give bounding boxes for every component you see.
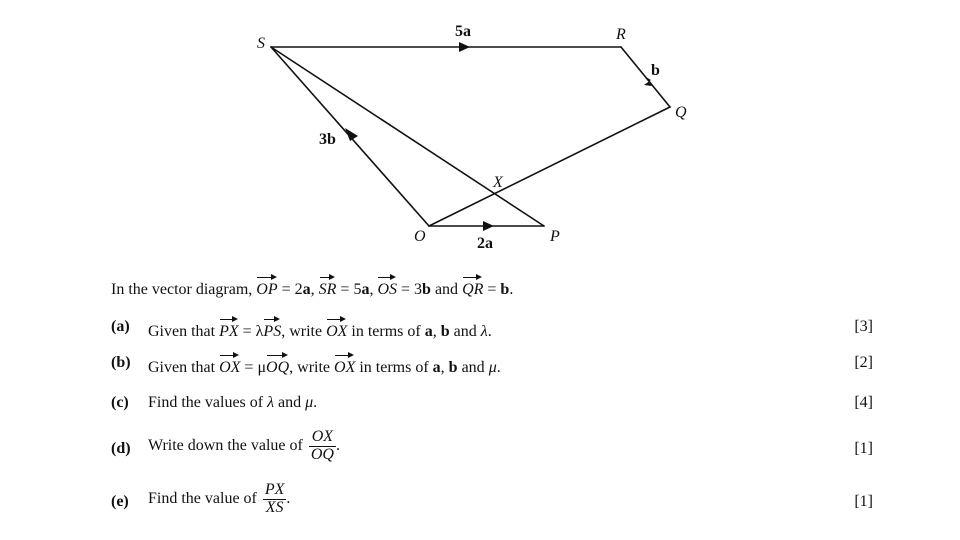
point-label-p: P	[550, 228, 560, 245]
arrow-sr	[459, 42, 470, 52]
question-letter: (b)	[111, 354, 131, 371]
question-text: Given that PX = λPS, write OX in terms of a, b and λ.	[148, 318, 492, 341]
arrow-os	[345, 128, 358, 141]
segment-sp	[271, 47, 544, 226]
question-text: Find the values of λ and μ.	[148, 394, 318, 411]
question-text: Write down the value of $\frac{OX}{OQ}$ .	[148, 428, 340, 463]
point-label-r: R	[616, 26, 626, 43]
point-label-q: Q	[675, 104, 687, 121]
question-letter: (c)	[111, 394, 129, 411]
arrow-op	[483, 221, 494, 231]
vector-label-os: 3b	[319, 131, 336, 148]
question-text: Find the value of $\frac{PX}{XS}$ .	[148, 481, 291, 516]
marks: [2]	[854, 354, 873, 371]
point-label-s: S	[257, 35, 265, 52]
vector-op: OP	[256, 276, 277, 298]
fraction: $\frac{PX}{XS}$	[264, 481, 285, 516]
question-letter: (e)	[111, 493, 129, 510]
vector-qr: QR	[462, 276, 483, 298]
segment-qo	[429, 107, 670, 226]
point-label-o: O	[414, 228, 426, 245]
marks: [1]	[854, 440, 873, 457]
point-label-x: X	[493, 174, 503, 191]
fraction: $\frac{OX}{OQ}$	[310, 428, 334, 463]
vector-label-sr: 5a	[455, 23, 471, 40]
marks: [4]	[854, 394, 873, 411]
question-letter: (a)	[111, 318, 130, 335]
marks: [3]	[854, 318, 873, 335]
vector-label-rq: b	[651, 62, 660, 79]
vector-os: OS	[377, 276, 397, 298]
question-letter: (d)	[111, 440, 131, 457]
vector-label-op: 2a	[477, 235, 493, 252]
marks: [1]	[854, 493, 873, 510]
intro-text: In the vector diagram, OP = 2a, SR = 5a, OS = 3b and QR = b.	[111, 276, 513, 299]
question-text: Given that OX = μOQ, write OX in terms of a, b and μ.	[148, 354, 501, 377]
vector-sr: SR	[319, 276, 337, 298]
